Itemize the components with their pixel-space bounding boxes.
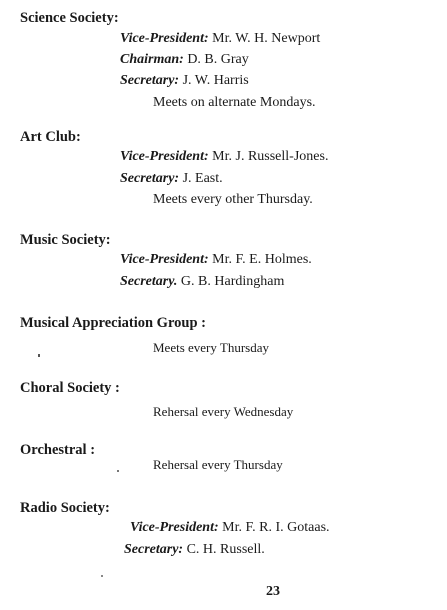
officer-line	[124, 543, 265, 557]
officer-name: J. East.	[182, 171, 223, 186]
officer-name: Mr. F. R. I. Gotaas.	[222, 520, 330, 535]
section-heading-musical-appreciation-group: Musical Appreciation Group :	[20, 315, 206, 331]
officer-line	[120, 253, 312, 267]
scan-speck	[38, 354, 40, 357]
officer-name: D. B. Gray	[187, 52, 249, 67]
officer-role: Secretary:	[120, 73, 180, 88]
section-heading-music-society: Music Society:	[20, 232, 111, 248]
officer-line	[120, 74, 249, 88]
officer-role: Secretary.	[120, 274, 178, 289]
officer-line	[130, 521, 330, 535]
officer-line	[120, 32, 320, 46]
section-heading-science-society: Science Society:	[20, 10, 119, 26]
officer-role: Secretary:	[124, 542, 184, 557]
officer-role: Chairman:	[120, 52, 184, 67]
officer-role: Vice-President:	[120, 31, 209, 46]
meeting-note: Meets every Thursday	[153, 340, 270, 355]
officer-role: Secretary:	[120, 171, 180, 186]
officer-name: Mr. J. Russell-Jones.	[212, 149, 329, 164]
officer-line	[120, 172, 223, 186]
meeting-note: Meets on alternate Mondays.	[153, 95, 316, 110]
officer-line	[120, 53, 249, 67]
meeting-note: Meets every other Thursday.	[153, 192, 313, 207]
page-number: 23	[266, 584, 280, 599]
officer-role: Vice-President:	[120, 149, 209, 164]
officer-line	[120, 150, 328, 164]
officer-role: Vice-President:	[130, 520, 219, 535]
scan-speck	[117, 470, 119, 472]
section-heading-choral-society: Choral Society :	[20, 380, 120, 396]
meeting-note: Rehersal every Wednesday	[153, 404, 294, 419]
officer-name: C. H. Russell.	[186, 542, 265, 557]
section-heading-radio-society: Radio Society:	[20, 500, 110, 516]
scan-speck	[101, 575, 103, 577]
section-heading-art-club: Art Club:	[20, 129, 81, 145]
officer-line	[120, 275, 284, 289]
officer-name: Mr. W. H. Newport	[212, 31, 321, 46]
officer-name: G. B. Hardingham	[180, 274, 285, 289]
officer-name: Mr. F. E. Holmes.	[212, 252, 312, 267]
meeting-note: Rehersal every Thursday	[153, 457, 283, 472]
section-heading-orchestral: Orchestral :	[20, 442, 96, 458]
officer-role: Vice-President:	[120, 252, 209, 267]
officer-name: J. W. Harris	[182, 73, 249, 88]
